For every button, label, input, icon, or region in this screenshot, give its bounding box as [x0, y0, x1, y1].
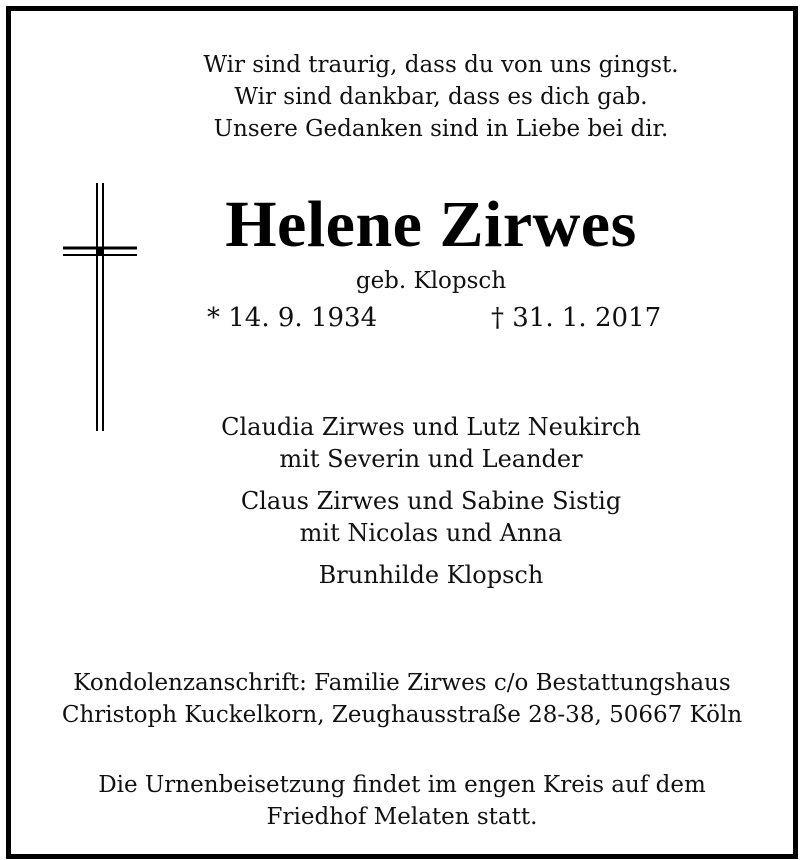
mourner-group: [81, 559, 781, 591]
address-line: Christoph Kuckelkorn, Zeughausstraße 28-38, 50667 Köln: [61, 702, 743, 728]
birth-date: * 14. 9. 1934: [207, 303, 378, 333]
poem: [91, 49, 791, 145]
condolence-address: [11, 667, 793, 731]
mourner-line: Claudia Zirwes und Lutz Neukirch: [221, 413, 641, 441]
burial-line: Die Urnenbeisetzung findet im engen Kreis auf dem: [98, 772, 706, 798]
obituary-card: [6, 6, 798, 859]
mourner-line: Brunhilde Klopsch: [318, 561, 544, 589]
poem-line: Wir sind dankbar, dass es dich gab.: [234, 84, 648, 110]
mourner-line: Claus Zirwes und Sabine Sistig: [240, 487, 622, 515]
mourner-line: mit Severin und Leander: [279, 445, 583, 473]
mourner-line: mit Nicolas und Anna: [299, 519, 563, 547]
maiden-name: geb. Klopsch: [355, 268, 507, 294]
deceased-name: Helene Zirwes: [225, 188, 637, 261]
mourner-group: [81, 485, 781, 549]
burial-line: Friedhof Melaten statt.: [266, 804, 538, 830]
poem-line: Wir sind traurig, dass du von uns gingst.: [203, 52, 679, 78]
mourner-group: [81, 411, 781, 475]
death-date: † 31. 1. 2017: [491, 303, 662, 333]
poem-line: Unsere Gedanken sind in Liebe bei dir.: [213, 116, 669, 142]
mourners-list: [81, 411, 781, 601]
address-line: Kondolenzanschrift: Familie Zirwes c/o Bestattungshaus: [73, 670, 731, 696]
burial-notice: [11, 769, 793, 833]
